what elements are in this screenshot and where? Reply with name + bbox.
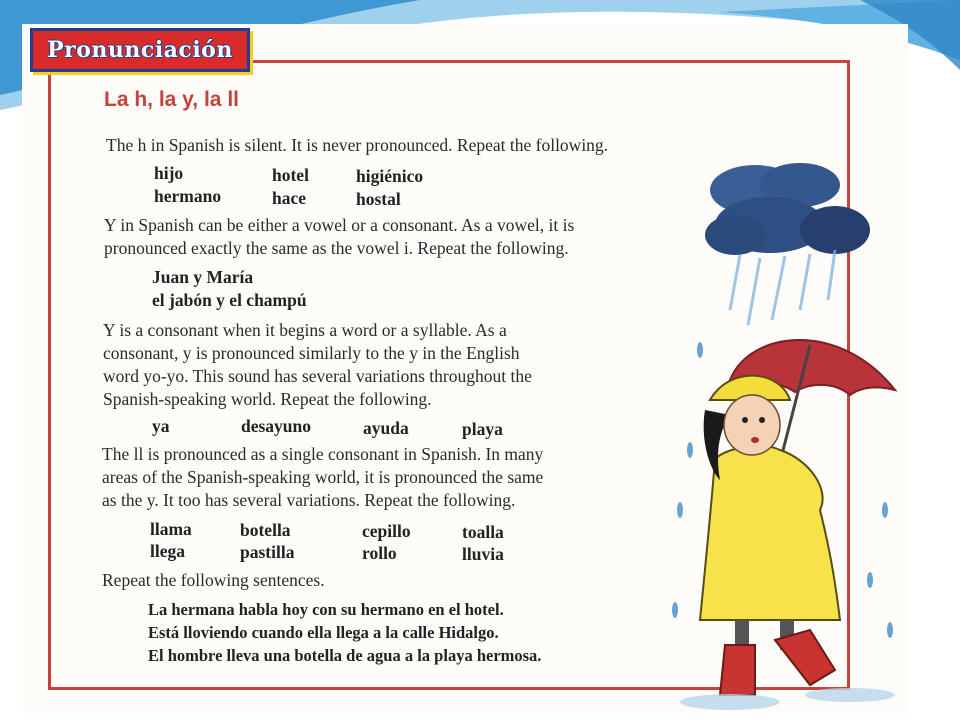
word-botella: botella <box>240 520 291 540</box>
y-vowel-line-1: Y in Spanish can be either a vowel or a consonant. As a vowel, it is <box>104 215 575 235</box>
y-consonant-line-3: word yo-yo. This sound has several variations throughout the <box>103 366 532 386</box>
word-pastilla: pastilla <box>240 542 295 562</box>
pronunciacion-banner <box>30 28 250 72</box>
rain-cloud-icon <box>705 163 870 255</box>
word-llama: llama <box>150 519 192 539</box>
word-hijo: hijo <box>154 163 184 183</box>
word-playa: playa <box>462 419 503 439</box>
sentences-intro: Repeat the following sentences. <box>102 570 325 590</box>
word-lluvia: lluvia <box>462 544 504 564</box>
word-llega: llega <box>150 541 185 561</box>
sentence-2: Está lloviendo cuando ella llega a la calle Hidalgo. <box>148 623 499 642</box>
word-rollo: rollo <box>362 543 397 563</box>
word-toalla: toalla <box>462 522 504 542</box>
banner-title: Pronunciación <box>47 37 233 63</box>
raincoat-icon <box>700 446 840 620</box>
ll-line-1: The ll is pronounced as a single consonant in Spanish. In many <box>102 444 544 464</box>
sentence-1: La hermana habla hoy con su hermano en el hotel. <box>148 600 504 619</box>
word-hermano: hermano <box>154 186 222 206</box>
word-desayuno: desayuno <box>241 416 312 436</box>
boots-icon <box>720 620 835 695</box>
rain-streaks <box>730 250 835 325</box>
word-ya: ya <box>152 416 170 436</box>
y-vowel-line-2: pronounced exactly the same as the vowel i. Repeat the following. <box>104 238 569 258</box>
sentence-3: El hombre lleva una botella de agua a la playa hermosa. <box>148 646 542 665</box>
h-intro: The h in Spanish is silent. It is never pronounced. Repeat the following. <box>106 135 609 155</box>
ll-line-3: as the y. It too has several variations. Repeat the following. <box>102 490 516 510</box>
word-hostal: hostal <box>356 189 401 209</box>
y-consonant-line-4: Spanish-speaking world. Repeat the following. <box>103 389 432 409</box>
ll-line-2: areas of the Spanish-speaking world, it is pronounced the same <box>102 467 544 487</box>
example-juan-y-maria: Juan y María <box>152 267 254 287</box>
y-consonant-line-1: Y is a consonant when it begins a word or a syllable. As a <box>103 320 507 340</box>
example-jabon-champu: el jabón y el champú <box>152 290 307 310</box>
word-cepillo: cepillo <box>362 521 411 541</box>
rain-girl-illustration <box>660 150 910 720</box>
section-subtitle: La h, la y, la ll <box>104 88 239 111</box>
word-hotel: hotel <box>272 165 309 185</box>
word-ayuda: ayuda <box>363 418 409 438</box>
word-higienico: higiénico <box>356 166 424 186</box>
word-hace: hace <box>272 188 307 208</box>
y-consonant-line-2: consonant, y is pronounced similarly to the y in the English <box>103 343 520 363</box>
